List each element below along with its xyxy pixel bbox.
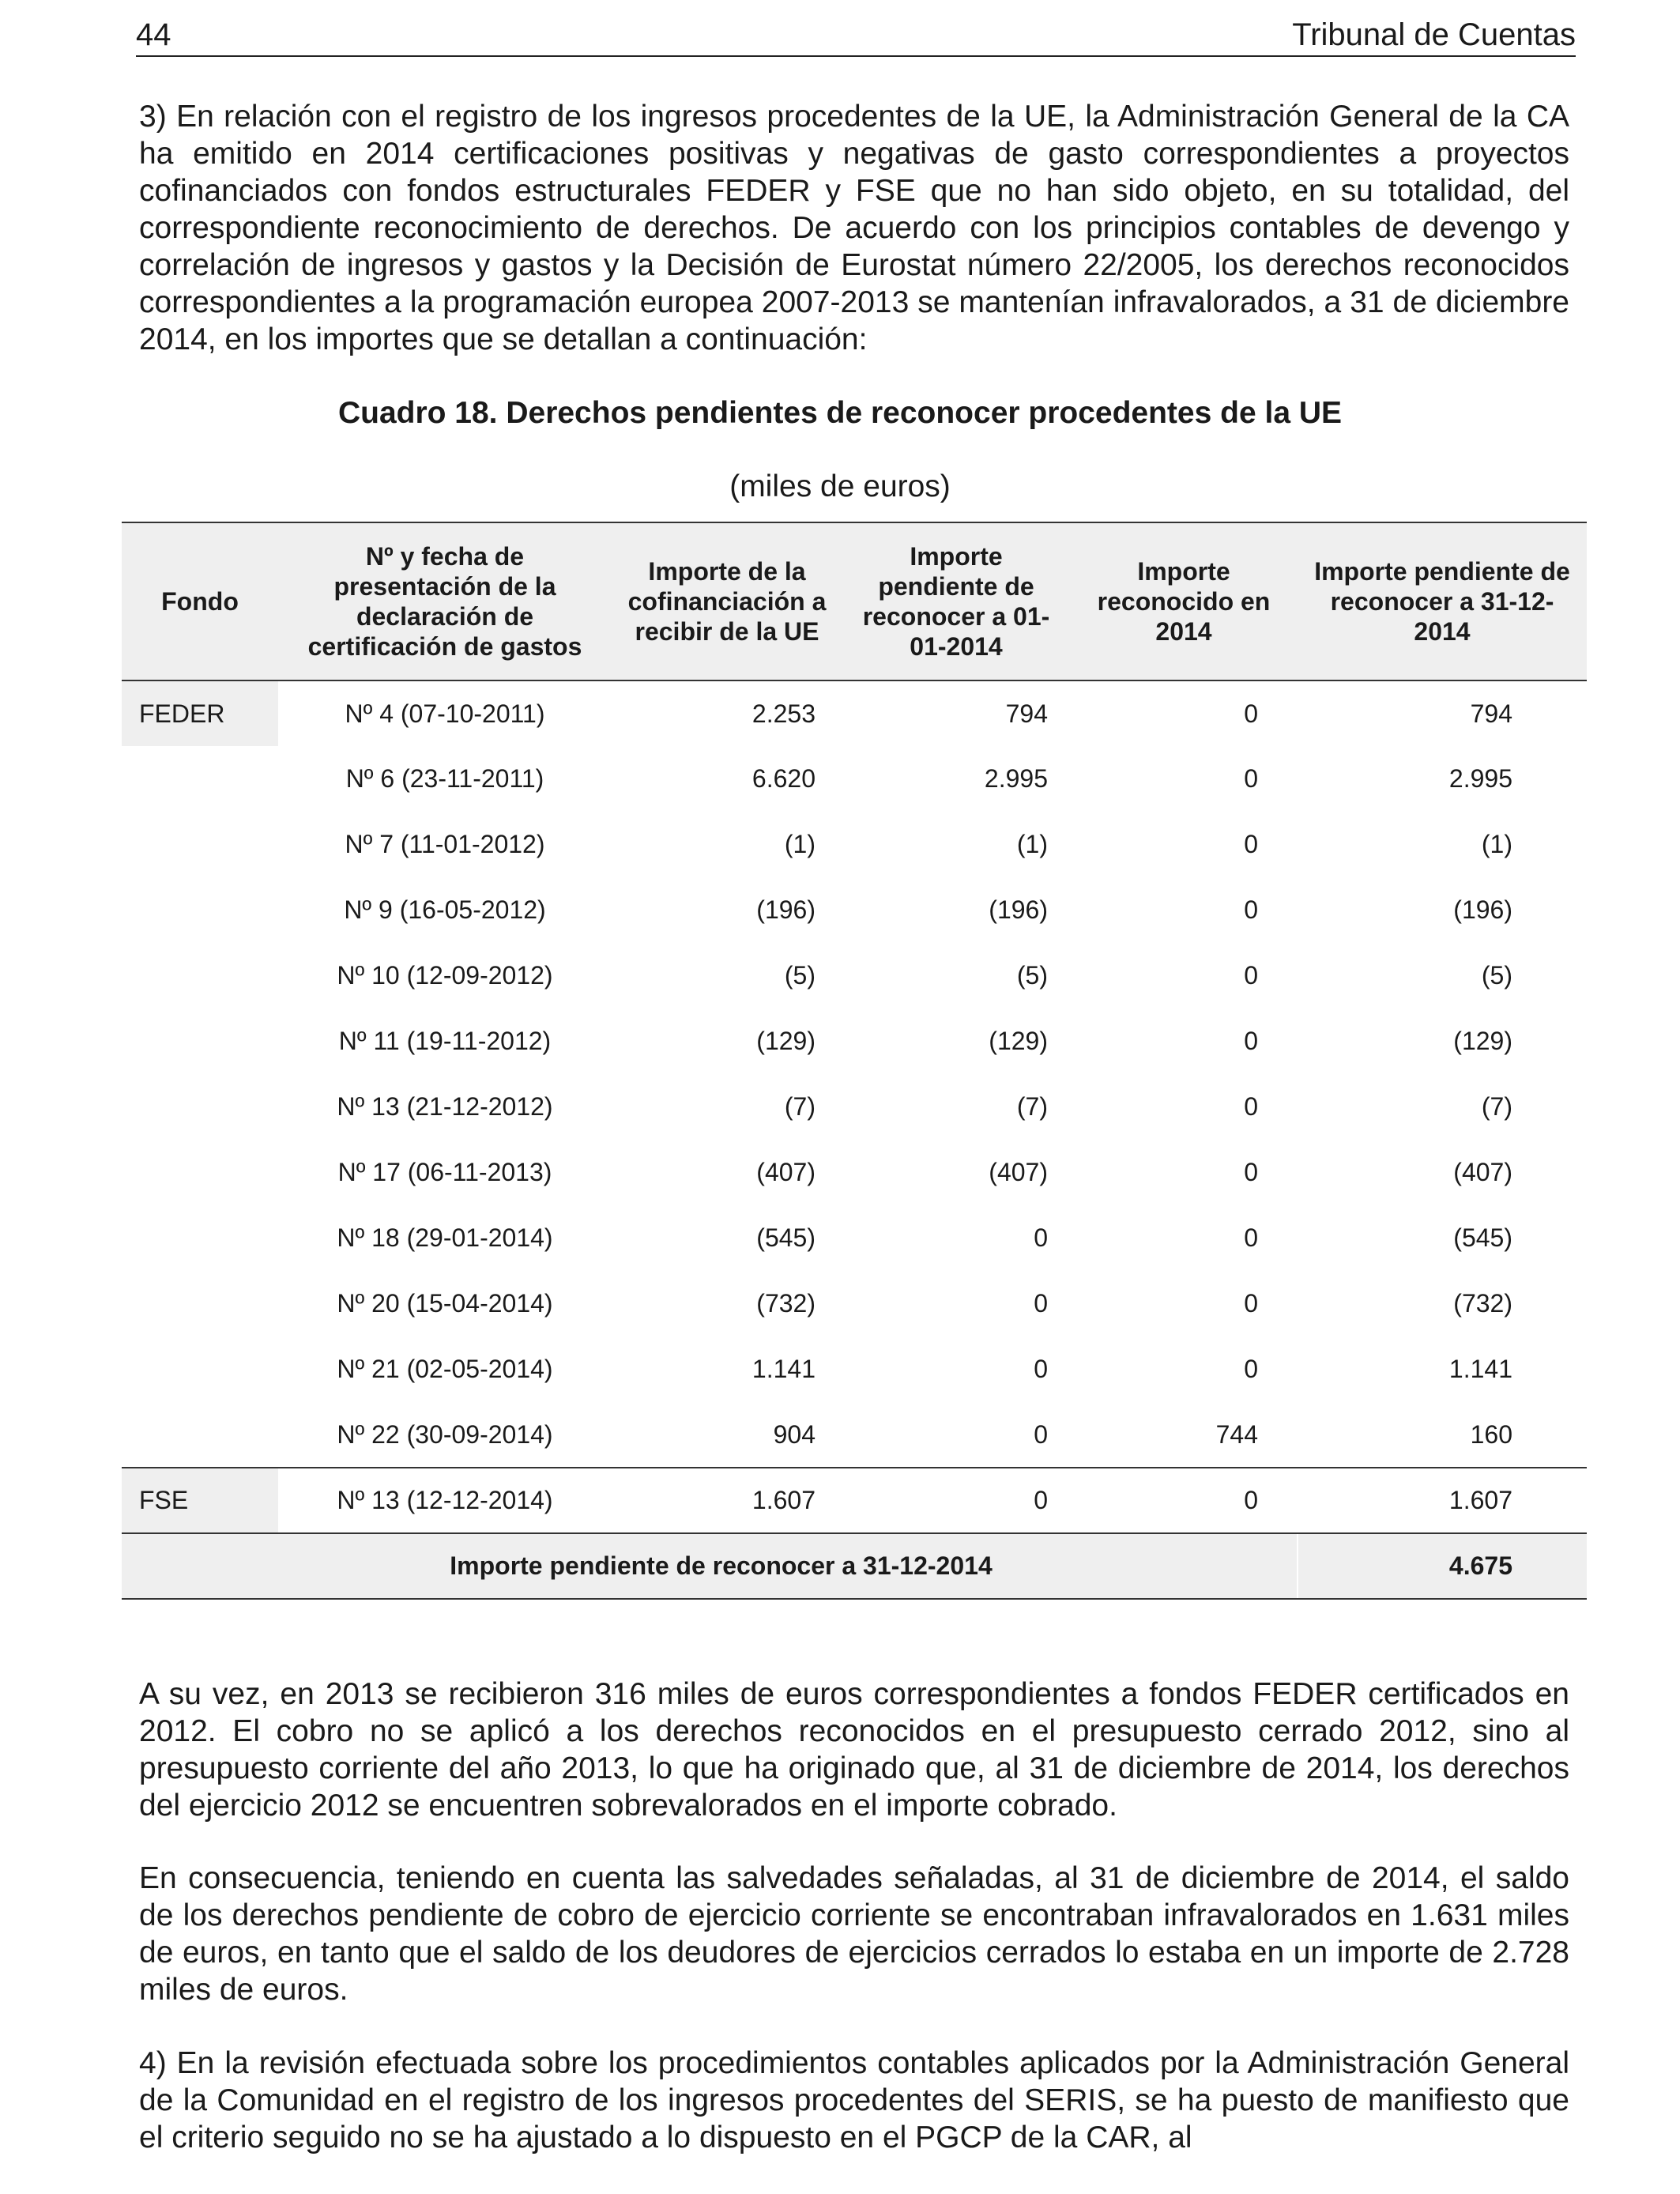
reconocido-cell: 0 [1244, 1223, 1258, 1252]
pendiente-inicio-cell: (407) [989, 1158, 1048, 1186]
reconocido-cell: 0 [1244, 961, 1258, 990]
table-row [122, 877, 1587, 943]
page-header [136, 14, 1576, 57]
declaracion-cell: Nº 22 (30-09-2014) [337, 1419, 553, 1449]
declaracion-cell: Nº 4 (07-10-2011) [345, 699, 545, 728]
reconocido-cell: 0 [1244, 764, 1258, 793]
table-unit: (miles de euros) [729, 469, 951, 503]
pendiente-inicio-cell: 0 [1034, 1223, 1048, 1252]
reconocido-cell: 0 [1244, 1092, 1258, 1121]
reconocido-cell: 0 [1244, 1289, 1258, 1318]
table-row [122, 1140, 1587, 1205]
pendiente-fin-cell: 794 [1470, 699, 1512, 728]
pendiente-fin-cell: (407) [1453, 1158, 1512, 1186]
pendiente-fin-cell: (129) [1453, 1027, 1512, 1055]
header-reconocido-2014: Importe reconocido en 2014 [1070, 522, 1298, 680]
fondo-cell [122, 812, 278, 877]
table-row [122, 1074, 1587, 1140]
declaracion-cell: Nº 7 (11-01-2012) [345, 830, 545, 858]
declaracion-cell: Nº 10 (12-09-2012) [337, 961, 553, 990]
table-header-row [122, 522, 1587, 680]
table-row [122, 746, 1587, 812]
declaracion-cell: Nº 13 (21-12-2012) [337, 1092, 553, 1121]
pendiente-fin-cell: (1) [1481, 830, 1512, 858]
reconocido-cell: 0 [1244, 830, 1258, 858]
header-importe-cofinanciacion: Importe de la cofinanciación a recibir de la UE [612, 522, 842, 680]
table-total-row [122, 1533, 1587, 1599]
reconocido-cell: 0 [1244, 1158, 1258, 1186]
cofinanciacion-cell: (7) [784, 1092, 816, 1121]
pendiente-inicio-cell: (196) [989, 895, 1048, 924]
fondo-cell [122, 1140, 278, 1205]
declaracion-cell: Nº 18 (29-01-2014) [337, 1223, 553, 1252]
table-row [122, 1205, 1587, 1271]
cofinanciacion-cell: (732) [756, 1289, 816, 1318]
table-caption: Cuadro 18. Derechos pendientes de reconocer procedentes de la UE [337, 396, 1343, 430]
declaracion-cell: Nº 17 (06-11-2013) [337, 1158, 552, 1186]
cofinanciacion-cell: 904 [773, 1419, 816, 1449]
header-pendiente-inicio: Importe pendiente de reconocer a 01-01-2014 [842, 522, 1070, 680]
pendiente-fin-cell: 2.995 [1448, 764, 1512, 793]
fondo-cell [122, 943, 278, 1008]
declaracion-cell: Nº 11 (19-11-2012) [338, 1027, 552, 1055]
pendiente-fin-cell: (5) [1481, 961, 1512, 990]
pendiente-inicio-cell: (1) [1016, 830, 1048, 858]
reconocido-cell: 0 [1244, 895, 1258, 924]
table-row [122, 1402, 1587, 1468]
paragraph-3: En consecuencia, teniendo en cuenta las salvedades señaladas, al 31 de diciembre de 2014, el saldo de los derechos pendiente de cobro de ejercicio corriente se encontraban infravalorados en 1.631 miles de euros, en tanto que el saldo de los deudores de ejercicios cerrados lo estaba en un importe de 2.728 miles de euros. [139, 1861, 1569, 2007]
total-value: 4.675 [1298, 1533, 1587, 1599]
cofinanciacion-cell: (407) [756, 1158, 816, 1186]
fondo-cell [122, 746, 278, 812]
pendiente-inicio-cell: 0 [1034, 1419, 1048, 1449]
reconocido-cell: 0 [1244, 699, 1258, 728]
paragraph-4: 4) En la revisión efectuada sobre los procedimientos contables aplicados por la Administración General de la Comunidad en el registro de los ingresos procedentes del SERIS, se ha puesto de manifiesto que el criterio seguido no se ha ajustado a lo dispuesto en el PGCP de la CAR, al [139, 2046, 1569, 2154]
paragraph-2: A su vez, en 2013 se recibieron 316 miles de euros correspondientes a fondos FEDER certificados en 2012. El cobro no se aplicó a los derechos reconocidos en el presupuesto cerrado 2012, sino al presupuesto corriente del año 2013, lo que ha originado que, al 31 de diciembre de 2014, los derechos del ejercicio 2012 se encuentren sobrevalorados en el importe cobrado. [139, 1677, 1569, 1823]
page-number: 44 [136, 17, 171, 52]
fondo-cell [122, 1008, 278, 1074]
table-row [122, 1336, 1587, 1402]
pendiente-fin-cell: (196) [1453, 895, 1512, 924]
pendiente-inicio-cell: 2.995 [984, 764, 1048, 793]
declaracion-cell: Nº 20 (15-04-2014) [337, 1289, 553, 1318]
pendiente-fin-cell: (545) [1453, 1223, 1512, 1252]
paragraph-1: 3) En relación con el registro de los ingresos procedentes de la UE, la Administración General de la CA ha emitido en 2014 certificaciones positivas y negativas de gasto correspondientes a proyectos cofinanciados con fondos estructurales FEDER y FSE que no han sido objeto, en su totalidad, del correspondiente reconocimiento de derechos. De acuerdo con los principios contables de devengo y correlación de ingresos y gastos y la Decisión de Eurostat número 22/2005, los derechos reconocidos correspondientes a la programación europea 2007-2013 se mantenían infravalorados, a 31 de diciembre 2014, en los importes que se detallan a continuación: [139, 100, 1569, 356]
pendiente-inicio-cell: 0 [1034, 1355, 1048, 1383]
pendiente-inicio-cell: 0 [842, 1468, 1070, 1533]
rights-table [122, 522, 1587, 1600]
fondo-cell [122, 1205, 278, 1271]
pendiente-fin-cell: (7) [1481, 1092, 1512, 1121]
pendiente-fin-cell: 1.607 [1298, 1468, 1587, 1533]
table-row [122, 812, 1587, 877]
fondo-cell [122, 1336, 278, 1402]
pendiente-fin-cell: 160 [1470, 1419, 1512, 1449]
cofinanciacion-cell: (1) [784, 830, 816, 858]
fondo-cell [122, 1271, 278, 1336]
header-declaracion: Nº y fecha de presentación de la declaración de certificación de gastos [278, 522, 612, 680]
pendiente-inicio-cell: (129) [989, 1027, 1048, 1055]
header-fondo: Fondo [122, 522, 278, 680]
reconocido-cell: 0 [1244, 1027, 1258, 1055]
fondo-cell [122, 1074, 278, 1140]
pendiente-inicio-cell: (7) [1016, 1092, 1048, 1121]
cofinanciacion-cell: 1.141 [751, 1355, 816, 1383]
table-row [122, 1008, 1587, 1074]
declaracion-cell: Nº 13 (12-12-2014) [278, 1468, 612, 1533]
declaracion-cell: Nº 9 (16-05-2012) [344, 895, 546, 924]
header-pendiente-fin: Importe pendiente de reconocer a 31-12-2014 [1298, 522, 1587, 680]
table-row [122, 943, 1587, 1008]
cofinanciacion-cell: (196) [756, 895, 816, 924]
pendiente-inicio-cell: 794 [1005, 699, 1048, 728]
reconocido-cell: 744 [1215, 1419, 1258, 1449]
cofinanciacion-cell: 1.607 [612, 1468, 842, 1533]
pendiente-fin-cell: (732) [1453, 1289, 1512, 1318]
pendiente-inicio-cell: 0 [1034, 1289, 1048, 1318]
table-row [122, 1468, 1587, 1533]
fondo-cell: FEDER [122, 680, 278, 746]
cofinanciacion-cell: 2.253 [751, 699, 816, 728]
table-row [122, 680, 1587, 746]
fondo-cell: FSE [122, 1468, 278, 1533]
fondo-cell [122, 1402, 278, 1468]
cofinanciacion-cell: (545) [756, 1223, 816, 1252]
header-title: Tribunal de Cuentas [1292, 17, 1576, 52]
declaracion-cell: Nº 6 (23-11-2011) [345, 764, 544, 793]
fondo-cell [122, 877, 278, 943]
reconocido-cell: 0 [1070, 1468, 1298, 1533]
declaracion-cell: Nº 21 (02-05-2014) [337, 1355, 553, 1383]
pendiente-inicio-cell: (5) [1016, 961, 1048, 990]
pendiente-fin-cell: 1.141 [1448, 1355, 1512, 1383]
total-label: Importe pendiente de reconocer a 31-12-2014 [122, 1533, 1298, 1599]
reconocido-cell: 0 [1244, 1355, 1258, 1383]
cofinanciacion-cell: (129) [756, 1027, 816, 1055]
table-row [122, 1271, 1587, 1336]
cofinanciacion-cell: 6.620 [751, 764, 816, 793]
cofinanciacion-cell: (5) [784, 961, 816, 990]
table-body [122, 680, 1587, 1599]
